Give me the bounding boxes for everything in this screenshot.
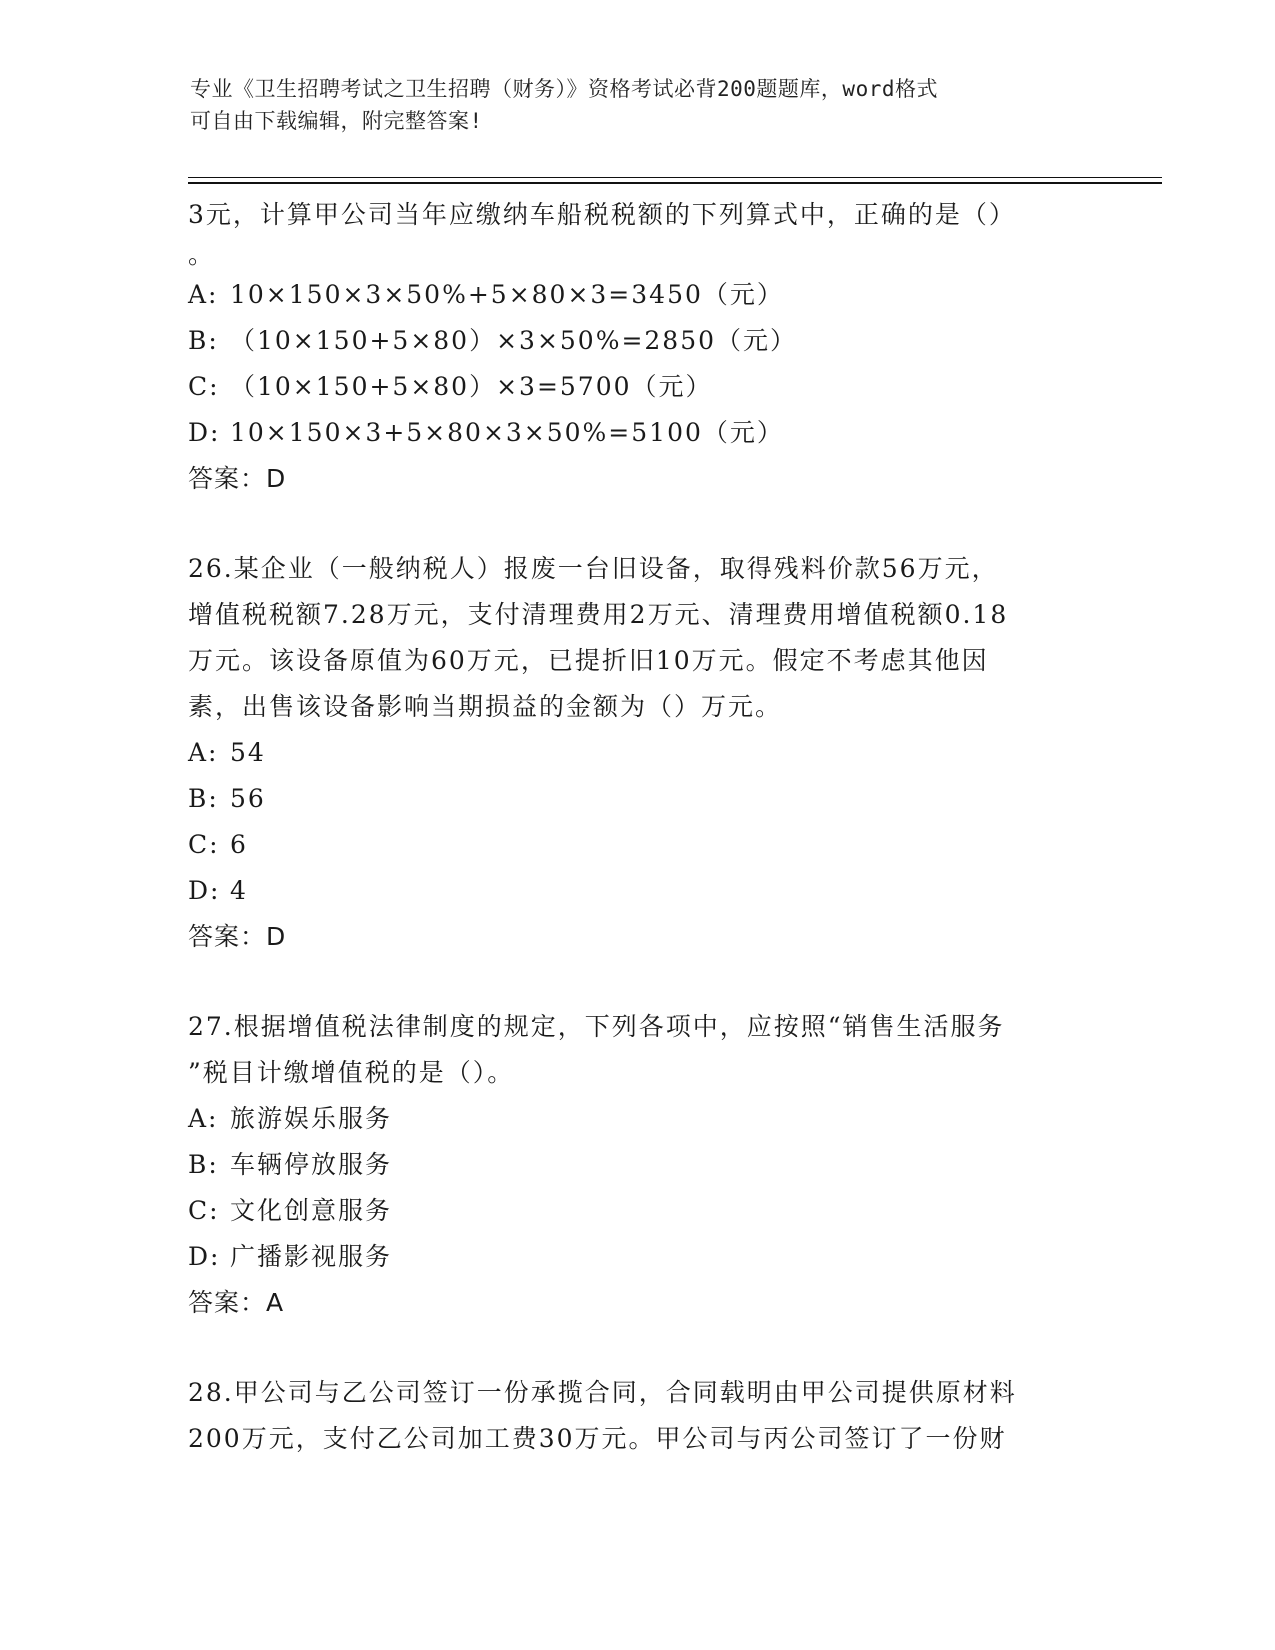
header-divider-thick: [188, 182, 1162, 184]
option-text: （10×150+5×80）×3×50%=2850（元）: [230, 326, 798, 355]
option-text: 文化创意服务: [230, 1196, 393, 1225]
question-text-line: 增值税税额7.28万元，支付清理费用2万元、清理费用增值税额0.18: [188, 600, 1009, 629]
question-25: [188, 192, 1088, 502]
question-text-line: 26.某企业（一般纳税人）报废一台旧设备，取得残料价款56万元，: [188, 554, 999, 583]
option-a: [188, 1096, 1088, 1142]
option-d: [188, 410, 1088, 456]
option-text: （10×150+5×80）×3=5700（元）: [230, 372, 713, 401]
option-key: C:: [188, 830, 220, 859]
option-key: B:: [188, 784, 219, 813]
option-key: C:: [188, 372, 220, 401]
answer-line: 答案：A: [188, 1288, 285, 1317]
option-text: 广播影视服务: [230, 1242, 393, 1271]
option-text: 6: [230, 830, 248, 859]
question-27: [188, 1004, 1088, 1326]
option-text: 旅游娱乐服务: [230, 1104, 393, 1133]
option-text: 56: [230, 784, 266, 813]
option-key: A:: [188, 738, 219, 767]
option-key: B:: [188, 326, 219, 355]
answer-line: 答案：D: [188, 922, 287, 951]
option-b: [188, 776, 1088, 822]
option-text: 车辆停放服务: [230, 1150, 393, 1179]
option-b: [188, 1142, 1088, 1188]
option-key: D:: [188, 1242, 221, 1271]
question-text-line: 200万元，支付乙公司加工费30万元。甲公司与丙公司签订了一份财: [188, 1424, 1007, 1453]
question-text-line: ”税目计缴增值税的是（）。: [188, 1058, 515, 1087]
question-text-line: 。: [188, 240, 216, 269]
option-a: [188, 730, 1088, 776]
option-c: [188, 364, 1088, 410]
option-key: D:: [188, 876, 221, 905]
question-28: [188, 1370, 1088, 1462]
option-key: C:: [188, 1196, 220, 1225]
question-26: [188, 546, 1088, 960]
answer-line: 答案：D: [188, 464, 287, 493]
option-c: [188, 822, 1088, 868]
header-divider-thin: [188, 177, 1162, 178]
question-text-line: 28.甲公司与乙公司签订一份承揽合同，合同载明由甲公司提供原材料: [188, 1378, 1017, 1407]
option-text: 4: [230, 876, 248, 905]
question-text-line: 万元。该设备原值为60万元，已提折旧10万元。假定不考虑其他因: [188, 646, 989, 675]
question-gap: [188, 1326, 1088, 1370]
option-d: [188, 868, 1088, 914]
document-header: [190, 73, 1090, 137]
option-key: A:: [188, 280, 219, 309]
header-line-1: 专业《卫生招聘考试之卫生招聘（财务）》资格考试必背200题题库，word格式: [190, 77, 938, 101]
option-b: [188, 318, 1088, 364]
question-gap: [188, 960, 1088, 1004]
question-gap: [188, 502, 1088, 546]
option-a: [188, 272, 1088, 318]
question-text-line: 27.根据增值税法律制度的规定，下列各项中，应按照“销售生活服务: [188, 1012, 1005, 1041]
option-text: 54: [230, 738, 266, 767]
option-text: 10×150×3+5×80×3×50%=5100（元）: [230, 418, 784, 447]
question-text-line: 3元，计算甲公司当年应缴纳车船税税额的下列算式中，正确的是（）: [188, 200, 1016, 229]
option-key: B:: [188, 1150, 219, 1179]
question-text-line: 素，出售该设备影响当期损益的金额为（）万元。: [188, 692, 783, 721]
document-body: [188, 192, 1088, 1462]
option-d: [188, 1234, 1088, 1280]
option-key: D:: [188, 418, 221, 447]
option-key: A:: [188, 1104, 219, 1133]
option-text: 10×150×3×50%+5×80×3=3450（元）: [230, 280, 784, 309]
option-c: [188, 1188, 1088, 1234]
header-line-2: 可自由下载编辑，附完整答案!: [190, 109, 483, 133]
